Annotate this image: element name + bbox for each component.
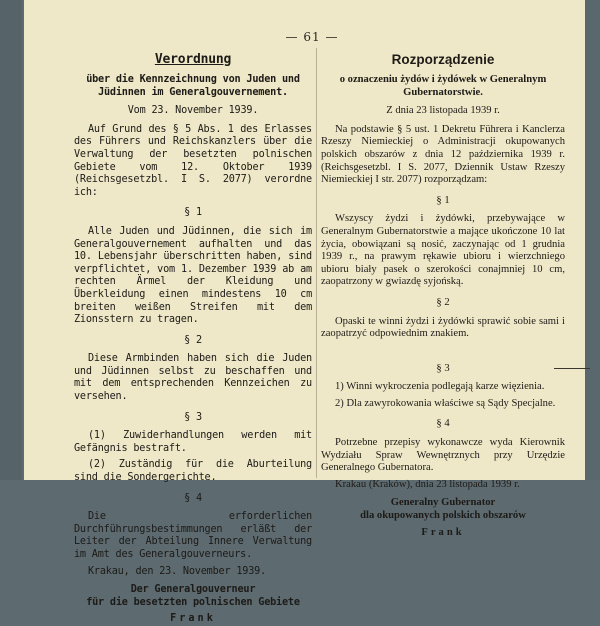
german-section-2-heading: § 2 <box>184 334 202 346</box>
page-number: — 61 — <box>285 30 339 44</box>
polish-date: Z dnia 23 listopada 1939 r. <box>386 105 500 117</box>
german-section-3-text-1: (1) Zuwiderhandlungen werden mit Gefängnis bestraft. <box>74 430 312 454</box>
viewer-frame-left <box>0 0 22 480</box>
german-signer-title-2: für die besetzten polnischen Gebiete <box>86 596 300 608</box>
polish-section-2-text: Opaski te winni żydzi i żydówki sprawić sobie sami i zaopatrzyć odpowiednim znakiem. <box>321 315 565 340</box>
polish-section-4-text: Potrzebne przepisy wykonawcze wyda Kierownik Wydziału Spraw Wewnętrznych przy Urzędzie Generalnego Gubernatora. <box>321 437 565 474</box>
german-subtitle: über die Kennzeichnung von Juden und Jüdinnen im Generalgouvernement. <box>86 74 300 98</box>
german-section-4-heading: § 4 <box>184 492 202 504</box>
document-page <box>24 0 585 625</box>
polish-place-date: Krakau (Kraków), dnia 23 listopada 1939 r. <box>335 478 520 490</box>
german-place-date: Krakau, den 23. November 1939. <box>88 565 267 577</box>
polish-signer-title-2: dla okupowanych polskich obszarów <box>360 510 526 522</box>
polish-section-1-heading: § 1 <box>436 194 450 206</box>
polish-signer-name: Frank <box>421 526 465 538</box>
german-title: Verordnung <box>154 52 232 67</box>
margin-mark <box>554 368 590 369</box>
german-section-3-heading: § 3 <box>184 411 202 423</box>
polish-section-1-text: Wszyscy żydzi i żydówki, przebywające w Generalnym Gubernatorstwie a mające ukończone 10 lat życia, obowiązani są nosić, zaczynając od 1 grudnia 1939 r., na prawym rękawie ubioru i wierzchniego ubioru biały pasek o szerokości conajmniej 10 cm, zaopatrzony w gwiazdę syjońską. <box>321 213 565 288</box>
german-section-4-text: Die erforderlichen Durchführungsbestimmungen erläßt der Leiter der Abteilung Innere Verwaltung im Amt des Generalgouverneurs. <box>74 511 312 560</box>
polish-subtitle: o oznaczeniu żydów i żydówek w Generalnym Gubernatorstwie. <box>339 74 547 98</box>
german-column <box>74 52 312 626</box>
polish-section-2-heading: § 2 <box>436 296 450 308</box>
polish-title: Rozporządzenie <box>391 52 495 67</box>
german-section-1-text: Alle Juden und Jüdinnen, die sich im Generalgouvernement aufhalten und das 10. Lebensjahr überschritten haben, sind verpflichtet, vom 1. Dezember 1939 ab am rechten Ärmel der Kleidung und Überkleidung einen mindestens 10 cm breiten weißen Streifen mit dem Zionsstern zu tragen. <box>74 225 312 326</box>
polish-signer-title-1: Generalny Gubernator <box>390 497 496 509</box>
german-section-1-heading: § 1 <box>184 207 202 219</box>
german-section-3-text-2: (2) Zuständig für die Aburteilung sind die Sondergerichte. <box>74 459 312 484</box>
polish-section-3-text-2: 2) Dla zawyrokowania właściwe są Sądy Specjalne. <box>335 397 556 409</box>
polish-section-3-text-1: 1) Winni wykroczenia podlegają karze więzienia. <box>335 381 545 393</box>
german-signer-title-1: Der Generalgouverneur <box>130 584 256 596</box>
german-preamble: Auf Grund des § 5 Abs. 1 des Erlasses des Führers und Reichskanzlers über die Verwaltung der besetzten polnischen Gebiete vom 12. Oktober 1939 (Reichsgesetzbl. I S. 2077) verordne ich: <box>74 123 312 198</box>
polish-column <box>321 52 565 539</box>
polish-section-4-heading: § 4 <box>436 418 450 430</box>
column-divider <box>316 48 317 478</box>
polish-section-3-heading: § 3 <box>436 362 450 374</box>
german-section-2-text: Diese Armbinden haben sich die Juden und Jüdinnen selbst zu beschaffen und mit dem entsprechenden Kennzeichen zu versehen. <box>74 353 312 403</box>
german-signer-name: Frank <box>170 613 216 625</box>
german-date: Vom 23. November 1939. <box>127 105 259 117</box>
polish-preamble: Na podstawie § 5 ust. 1 Dekretu Führera i Kanclerza Rzeszy Niemieckiej o Administracji okupowanych polskich obszarów z dnia 12 października 1939 r. (Reichsgesetzbl. I S. 2077, Dziennik Ustaw Rzeszy Niemieckiej I str. 2077) rozporządzam: <box>321 123 565 186</box>
